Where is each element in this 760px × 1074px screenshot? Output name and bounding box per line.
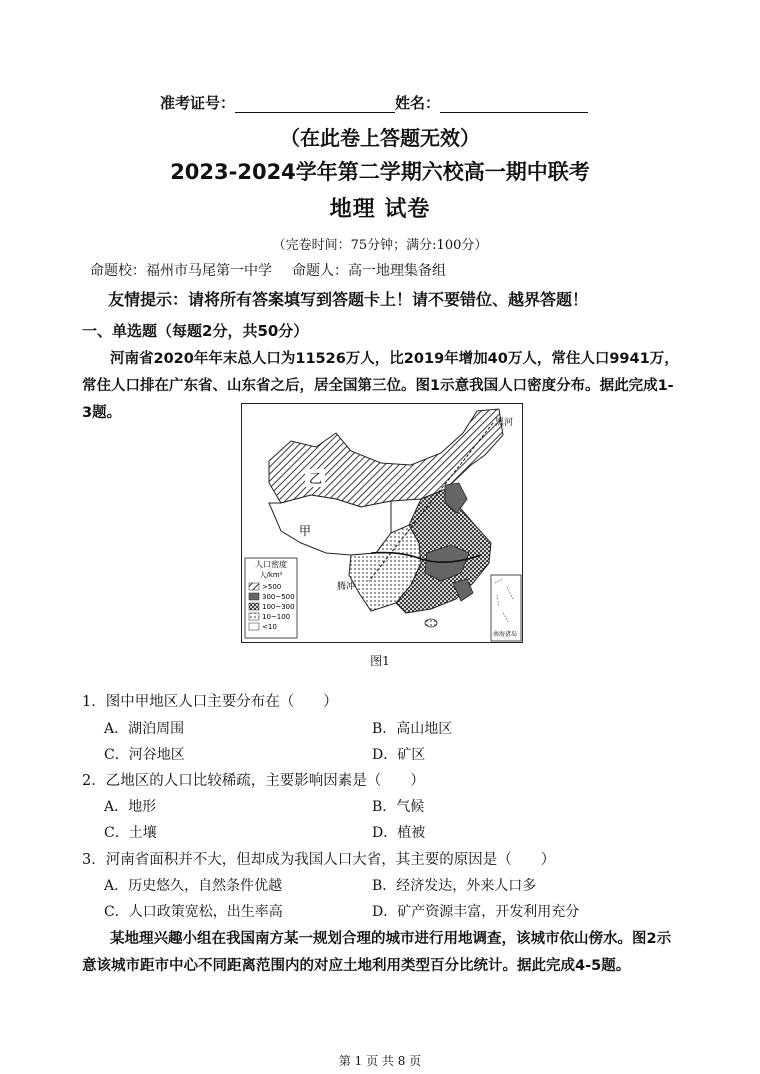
subject-title: 地理 试卷 [329,197,431,222]
exam-info-line [160,92,588,113]
question-2-option-a[interactable]: A．地形 [104,799,157,815]
question-3-option-a[interactable]: A．历史悠久，自然条件优越 [104,878,283,894]
question-1-option-c[interactable]: C．河谷地区 [104,747,185,763]
proposer-info [90,260,446,280]
china-population-density-map [241,403,523,643]
question-2-stem: 2．乙地区的人口比较稀疏，主要影响因素是（ ） [82,773,425,789]
proposing-school: 命题校：福州市马尾第一中学 [90,263,272,279]
legend-item-1: >500 [262,583,282,591]
proposing-author: 命题人：高一地理集备组 [292,263,446,279]
question-2-option-d[interactable]: D．植被 [372,825,426,841]
question-3-option-b[interactable]: B．经济发达，外来人口多 [372,878,537,894]
time-score-info: （完卷时间：75分钟；满分:100分） [272,238,488,253]
exam-title: 2023-2024学年第二学期六校高一期中联考 [170,160,590,184]
question-2-option-b[interactable]: B．气候 [372,799,425,815]
figure-caption: 图1 [370,654,390,668]
label-jia: 甲 [299,524,312,538]
legend-item-4: 10~100 [262,613,291,621]
label-heihe: 黑河 [495,418,514,428]
question-1-option-a[interactable]: A．湖泊周围 [104,721,185,737]
passage-henan-population: 河南省2020年年末总人口为11526万人，比2019年增加40万人，常住人口9941万，常住人口排在广东省、山东省之后，居全国第三位。图1示意我国人口密度分布。据此完成1-3题。 [82,351,679,421]
legend-item-3: 100~300 [262,603,295,611]
exam-number-blank[interactable] [235,96,395,113]
passage-city-land-use: 某地理兴趣小组在我国南方某一规划合理的城市进行用地调查，该城市依山傍水。图2示意该城市距市中心不同距离范围内的对应土地利用类型百分比统计。据此完成4-5题。 [82,931,672,974]
label-yi: 乙 [309,472,323,487]
question-2-option-c[interactable]: C．土壤 [104,825,157,841]
legend-item-5: <10 [262,623,277,631]
hainan-island [425,619,437,627]
friendly-reminder: 友情提示：请将所有答案填写到答题卡上！请不要错位、越界答题！ [108,290,589,309]
question-3-option-d[interactable]: D．矿产资源丰富，开发利用充分 [372,904,580,920]
legend-item-2: 300~500 [262,593,295,601]
question-1-option-d[interactable]: D．矿区 [372,747,426,763]
south-china-sea-inset [491,575,521,641]
legend-title: 人口密度 [255,560,287,569]
question-3-stem: 3．河南省面积并不大，但却成为我国人口大省，其主要的原因是（ ） [82,852,556,868]
question-1-stem: 1．图中甲地区人口主要分布在（ ） [82,694,338,710]
label-tengchong: 腾冲 [337,582,356,592]
question-1-option-b[interactable]: B．高山地区 [372,721,453,737]
page-footer: 第 1 页 共 8 页 [338,1054,422,1068]
map-legend [245,558,297,638]
legend-unit: 人/km² [259,571,283,579]
exam-number-label: 准考证号： [160,94,236,112]
section-heading-single-choice: 一、单选题（每题2分，共50分） [82,322,309,340]
question-3-option-c[interactable]: C．人口政策宽松，出生率高 [104,904,283,920]
label-nanhai: 南海诸岛 [493,631,518,638]
name-blank[interactable] [440,96,588,113]
name-label: 姓名： [395,94,441,112]
invalid-answer-note: （在此卷上答题无效） [280,126,480,150]
